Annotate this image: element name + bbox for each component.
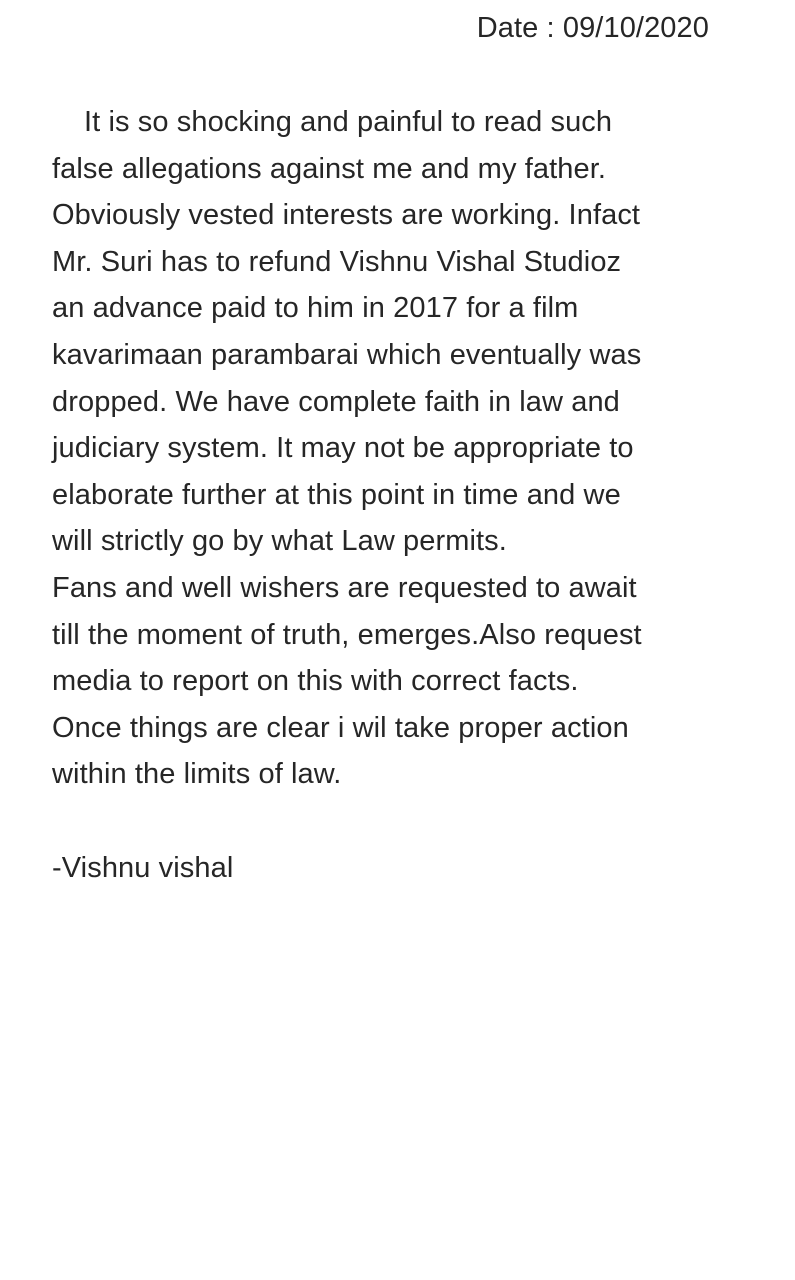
statement-line: an advance paid to him in 2017 for a film — [52, 292, 579, 325]
statement-line: false allegations against me and my father. — [52, 152, 607, 185]
statement-line: It is so shocking and painful to read such — [84, 106, 613, 138]
statement-line: will strictly go by what Law permits. — [52, 525, 507, 558]
statement-line: Fans and well wishers are requested to await — [52, 571, 637, 604]
statement-signature: -Vishnu vishal — [52, 852, 234, 884]
statement-line: within the limits of law. — [52, 758, 342, 791]
statement-line: kavarimaan parambarai which eventually was — [52, 338, 642, 371]
statement-line: media to report on this with correct facts. — [52, 665, 579, 698]
statement-line: elaborate further at this point in time and we — [52, 478, 621, 511]
statement-line: till the moment of truth, emerges.Also request — [52, 618, 642, 651]
statement-line: Mr. Suri has to refund Vishnu Vishal Studioz — [52, 245, 622, 278]
statement-line: dropped. We have complete faith in law and — [52, 385, 620, 418]
statement-line: Once things are clear i wil take proper action — [52, 711, 629, 744]
statement-line: judiciary system. It may not be appropriate to — [52, 432, 634, 465]
statement-line: Obviously vested interests are working. Infact — [52, 199, 641, 232]
statement-date: Date : 09/10/2020 — [476, 12, 709, 44]
statement-body — [52, 102, 772, 801]
